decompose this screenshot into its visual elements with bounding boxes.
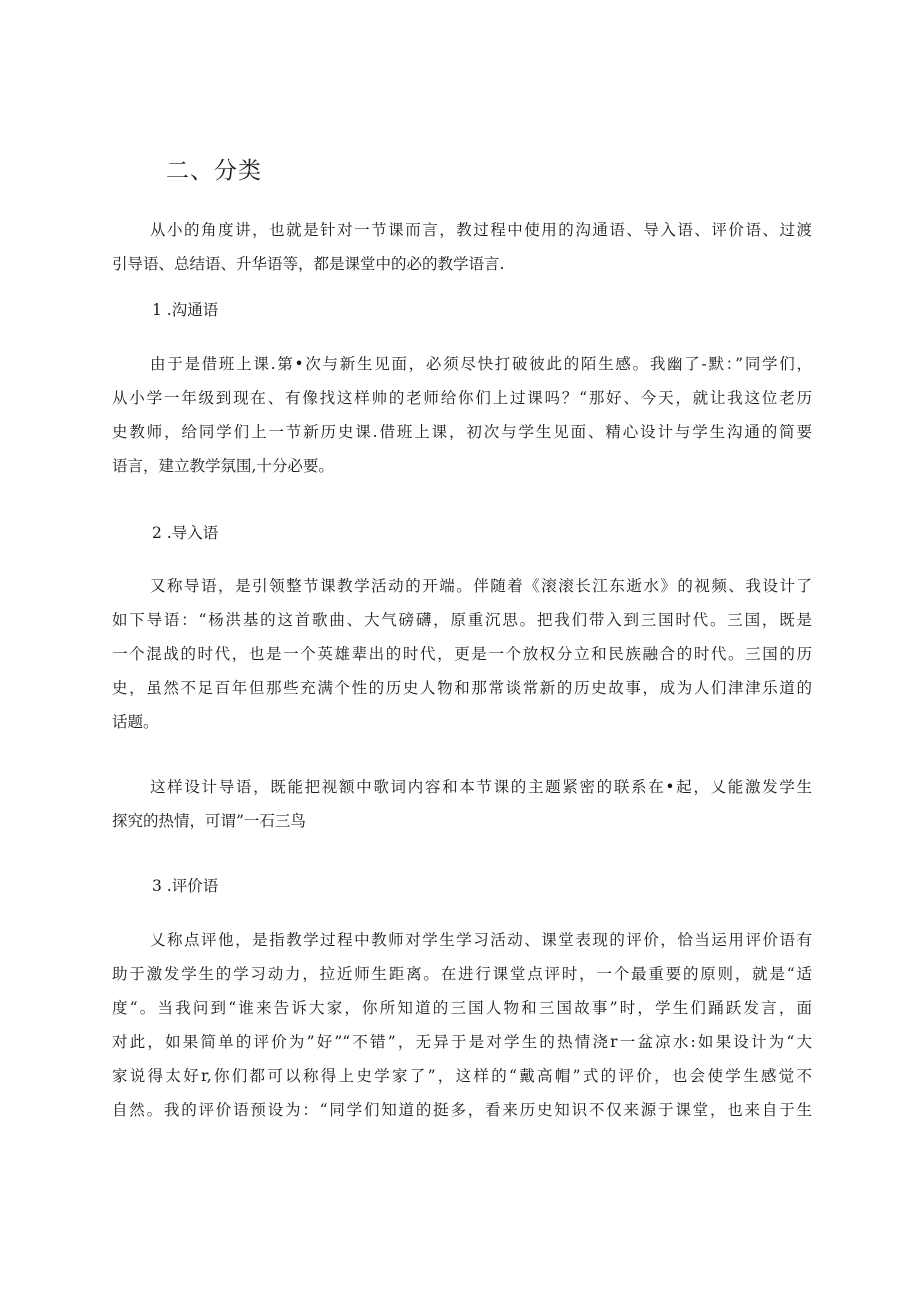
text-line: 由于是借班上课.第•次与新生见面，必须尽快打破彼此的陌生感。我幽了-默：”同学们，	[150, 355, 812, 373]
subheading-communication: 1 .沟通语	[152, 301, 219, 319]
text-line: 话题。	[112, 713, 159, 731]
text-line: 语言，建立教学氛围,十分必要。	[112, 457, 334, 475]
introduction-paragraph	[112, 569, 812, 739]
text-line: 这样设计导语，既能把视额中歌词内容和本节课的主题紧密的联系在•起，乂能激发学生	[150, 778, 812, 796]
text-line: 史，虽然不足百年但那些充满个性的历史人物和那常谈常新的历史故事，成为人们津津乐道的	[112, 679, 812, 697]
introduction-paragraph-2	[112, 770, 812, 838]
communication-paragraph	[112, 347, 812, 483]
text-line: 乂称点评他，是指教学过程中教师对学生学习活动、课堂表现的评价，恰当运用评价语有	[150, 931, 812, 949]
text-line: 如下导语：“杨洪基的这首歌曲、大气磅礴，原重沉思。把我们带入到三国时代。三国，既是	[112, 611, 812, 629]
subheading-evaluation: 3 .评价语	[152, 877, 219, 895]
intro-paragraph	[112, 213, 812, 281]
text-line: 自然。我的评价语预设为：“同学们知道的挺多，看来历史知识不仅来源于课堂，也来自于生	[112, 1101, 812, 1119]
evaluation-paragraph	[112, 923, 812, 1127]
subheading-introduction: 2 .导入语	[152, 524, 219, 542]
text-line: 从小的角度讲，也就是针对一节课而言，教过程中使用的沟通语、导入语、评价语、过渡	[150, 221, 812, 239]
text-line: 探究的热情，可谓”一石三鸟	[112, 812, 306, 830]
text-line: 一个混战的时代，也是一个英雄辈出的时代，更是一个放权分立和民族融合的时代。三国的历	[112, 645, 812, 663]
text-line: 引导语、总结语、升华语等，都是课堂中的必的教学语言.	[112, 255, 505, 273]
text-line: 又称导语，是引领整节课教学活动的开端。伴随着《滚滚长江东逝水》的视频、我设计了	[150, 577, 812, 595]
text-line: 史教师，给同学们上一节新历史课.借班上课，初次与学生见面、精心设计与学生沟通的简要	[112, 423, 812, 441]
text-line: 家说得太好r,你们都可以称得上史学家了”，这样的“戴高帽”式的评价，也会使学生感觉不	[112, 1067, 812, 1085]
text-line: 对此，如果简单的评价为”好”“不错”，无异于是对学生的热情浇r一盆凉水:如果设计为“大	[112, 1033, 812, 1051]
text-line: 度“。当我问到“谁来告诉大家，你所知道的三国人物和三国故事”时，学生们踊跃发言，面	[112, 999, 812, 1017]
text-line: 从小学一年级到现在、有像找这样帅的老师给你们上过课吗？“那好、今天，就让我这位老历	[112, 389, 812, 407]
text-line: 助于激发学生的学习动力，拉近师生距离。在进行课堂点评时，一个最重要的原则，就是“适	[112, 965, 812, 983]
section-title: 二、分类	[166, 158, 262, 184]
